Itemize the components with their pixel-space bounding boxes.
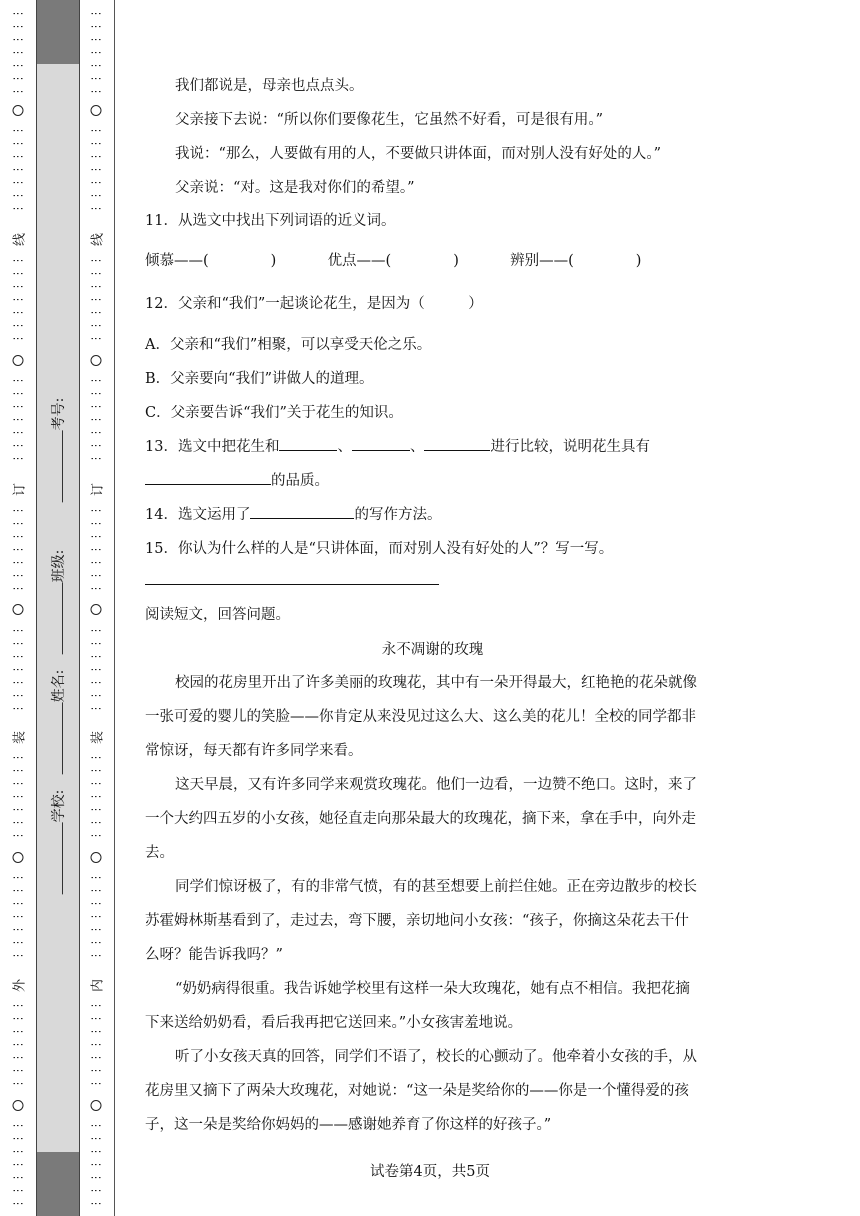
story-line: 一张可爱的婴儿的笑脸——你肯定从来没见过这么大、这么美的花儿！全校的同学都非 [145,709,696,725]
field-class: 班级: [48,550,68,655]
circle-mark [91,852,102,863]
circle-mark [13,852,24,863]
dotted-line: ⋮⋮⋮⋮⋮⋮⋮ [89,1000,103,1091]
outer-label-ding: 订 [12,482,28,497]
binding-margin-inner [78,0,115,1216]
story-line: “奶奶病得很重。我告诉她学校里有这样一朵大玫瑰花，她有点不相信。我把花摘 [175,981,690,997]
dotted-line: ⋮⋮⋮⋮⋮⋮⋮ [11,125,25,216]
field-name: 姓名: [48,670,68,775]
dotted-line: ⋮⋮⋮⋮⋮⋮⋮ [11,255,25,346]
answer-line[interactable] [145,566,439,585]
answer-blank[interactable] [424,436,490,451]
answer-blank[interactable] [250,504,354,519]
circle-mark [13,355,24,366]
answer-blank[interactable] [352,436,410,451]
passage-line: 父亲接下去说：“所以你们要像花生，它虽然不好看，可是很有用。” [175,112,604,128]
story-line: 校园的花房里开出了许多美丽的玫瑰花，其中有一朵开得最大，红艳艳的花朵就像 [175,675,697,691]
dotted-line: ⋮⋮⋮⋮⋮⋮⋮ [89,872,103,963]
story-line: 花房里又摘下了两朵大玫瑰花，对她说：“这一朵是奖给你的——你是一个懂得爱的孩 [145,1083,689,1099]
story-line: 子，这一朵是奖给你妈妈的——感谢她养育了你这样的好孩子。” [145,1117,552,1133]
story-title: 永不凋谢的玫瑰 [381,642,484,658]
dotted-line: ⋮⋮⋮⋮⋮⋮⋮ [11,8,25,99]
story-line: 常惊讶，每天都有许多同学来看。 [145,743,363,759]
outer-label-wai: 外 [12,978,28,993]
question-11-items: 倾慕——( ) 优点——( ) 辨别——( ) [145,253,642,269]
question-12: 12．父亲和“我们”一起谈论花生，是因为（ ） [145,296,483,312]
dotted-line: ⋮⋮⋮⋮⋮⋮⋮ [89,625,103,716]
option-a: A．父亲和“我们”相聚，可以享受天伦之乐。 [145,337,432,353]
circle-mark [13,105,24,116]
story-line: 下来送给奶奶看，看后我再把它送回来。”小女孩害羞地说。 [145,1015,523,1031]
question-11: 11．从选文中找出下列词语的近义词。 [145,213,396,229]
option-b: B．父亲要向“我们”讲做人的道理。 [145,371,374,387]
question-13-cont: 的品质。 [145,469,329,490]
dotted-line: ⋮⋮⋮⋮⋮⋮⋮ [11,872,25,963]
answer-blank[interactable] [145,470,271,485]
circle-mark [91,1100,102,1111]
dotted-line: ⋮⋮⋮⋮⋮⋮⋮ [11,1120,25,1211]
field-exam-number: 考号: [48,398,68,503]
circle-mark [13,604,24,615]
question-15: 15．你认为什么样的人是“只讲体面，而对别人没有好处的人”？写一写。 [145,541,614,557]
story-line: 一个大约四五岁的小女孩，她径直走向那朵最大的玫瑰花，摘下来，拿在手中，向外走 [145,811,696,827]
story-line: 听了小女孩天真的回答，同学们不语了，校长的心颤动了。他牵着小女孩的手，从 [175,1049,697,1065]
circle-mark [13,1100,24,1111]
student-info-band [36,0,80,1216]
story-line: 么呀？能告诉我吗？” [145,947,283,963]
dotted-line: ⋮⋮⋮⋮⋮⋮⋮ [89,505,103,596]
option-c: C．父亲要告诉“我们”关于花生的知识。 [145,405,403,421]
binding-margin-outer [0,0,36,1216]
passage-line: 父亲说：“对。这是我对你们的希望。” [175,180,415,196]
inner-label-zhuang: 装 [90,730,106,745]
dotted-line: ⋮⋮⋮⋮⋮⋮⋮ [11,1000,25,1091]
dotted-line: ⋮⋮⋮⋮⋮⋮⋮ [89,8,103,99]
story-line: 去。 [145,845,174,861]
inner-label-ding: 订 [90,482,106,497]
dotted-line: ⋮⋮⋮⋮⋮⋮⋮ [89,375,103,466]
band-top-cap [37,0,79,64]
outer-label-xian: 线 [12,232,28,247]
circle-mark [91,355,102,366]
field-school: 学校: [48,790,68,895]
story-line: 苏霍姆林斯基看到了，走过去，弯下腰，亲切地问小女孩：“孩子，你摘这朵花去干什 [145,913,689,929]
circle-mark [91,105,102,116]
dotted-line: ⋮⋮⋮⋮⋮⋮⋮ [11,375,25,466]
dotted-line: ⋮⋮⋮⋮⋮⋮⋮ [11,752,25,843]
inner-label-xian: 线 [90,232,106,247]
dotted-line: ⋮⋮⋮⋮⋮⋮⋮ [89,1120,103,1211]
passage-line: 我说：“那么，人要做有用的人，不要做只讲体面，而对别人没有好处的人。” [175,146,662,162]
question-14: 14．选文运用了 的写作方法。 [145,503,441,524]
dotted-line: ⋮⋮⋮⋮⋮⋮⋮ [11,625,25,716]
passage-line: 我们都说是，母亲也点点头。 [175,78,364,94]
dotted-line: ⋮⋮⋮⋮⋮⋮⋮ [89,125,103,216]
dotted-line: ⋮⋮⋮⋮⋮⋮⋮ [11,505,25,596]
outer-label-zhuang: 装 [12,730,28,745]
question-13: 13．选文中把花生和 、 、 进行比较，说明花生具有 [145,435,650,456]
inner-label-nei: 内 [90,978,106,993]
story-line: 这天早晨，又有许多同学来观赏玫瑰花。他们一边看，一边赞不绝口。这时，来了 [175,777,697,793]
answer-blank[interactable] [279,436,337,451]
reading-instruction: 阅读短文，回答问题。 [145,607,290,623]
dotted-line: ⋮⋮⋮⋮⋮⋮⋮ [89,752,103,843]
dotted-line: ⋮⋮⋮⋮⋮⋮⋮ [89,255,103,346]
page-footer: 试卷第4页，共5页 [370,1164,490,1180]
story-line: 同学们惊讶极了，有的非常气愤，有的甚至想要上前拦住她。正在旁边散步的校长 [175,879,697,895]
circle-mark [91,604,102,615]
